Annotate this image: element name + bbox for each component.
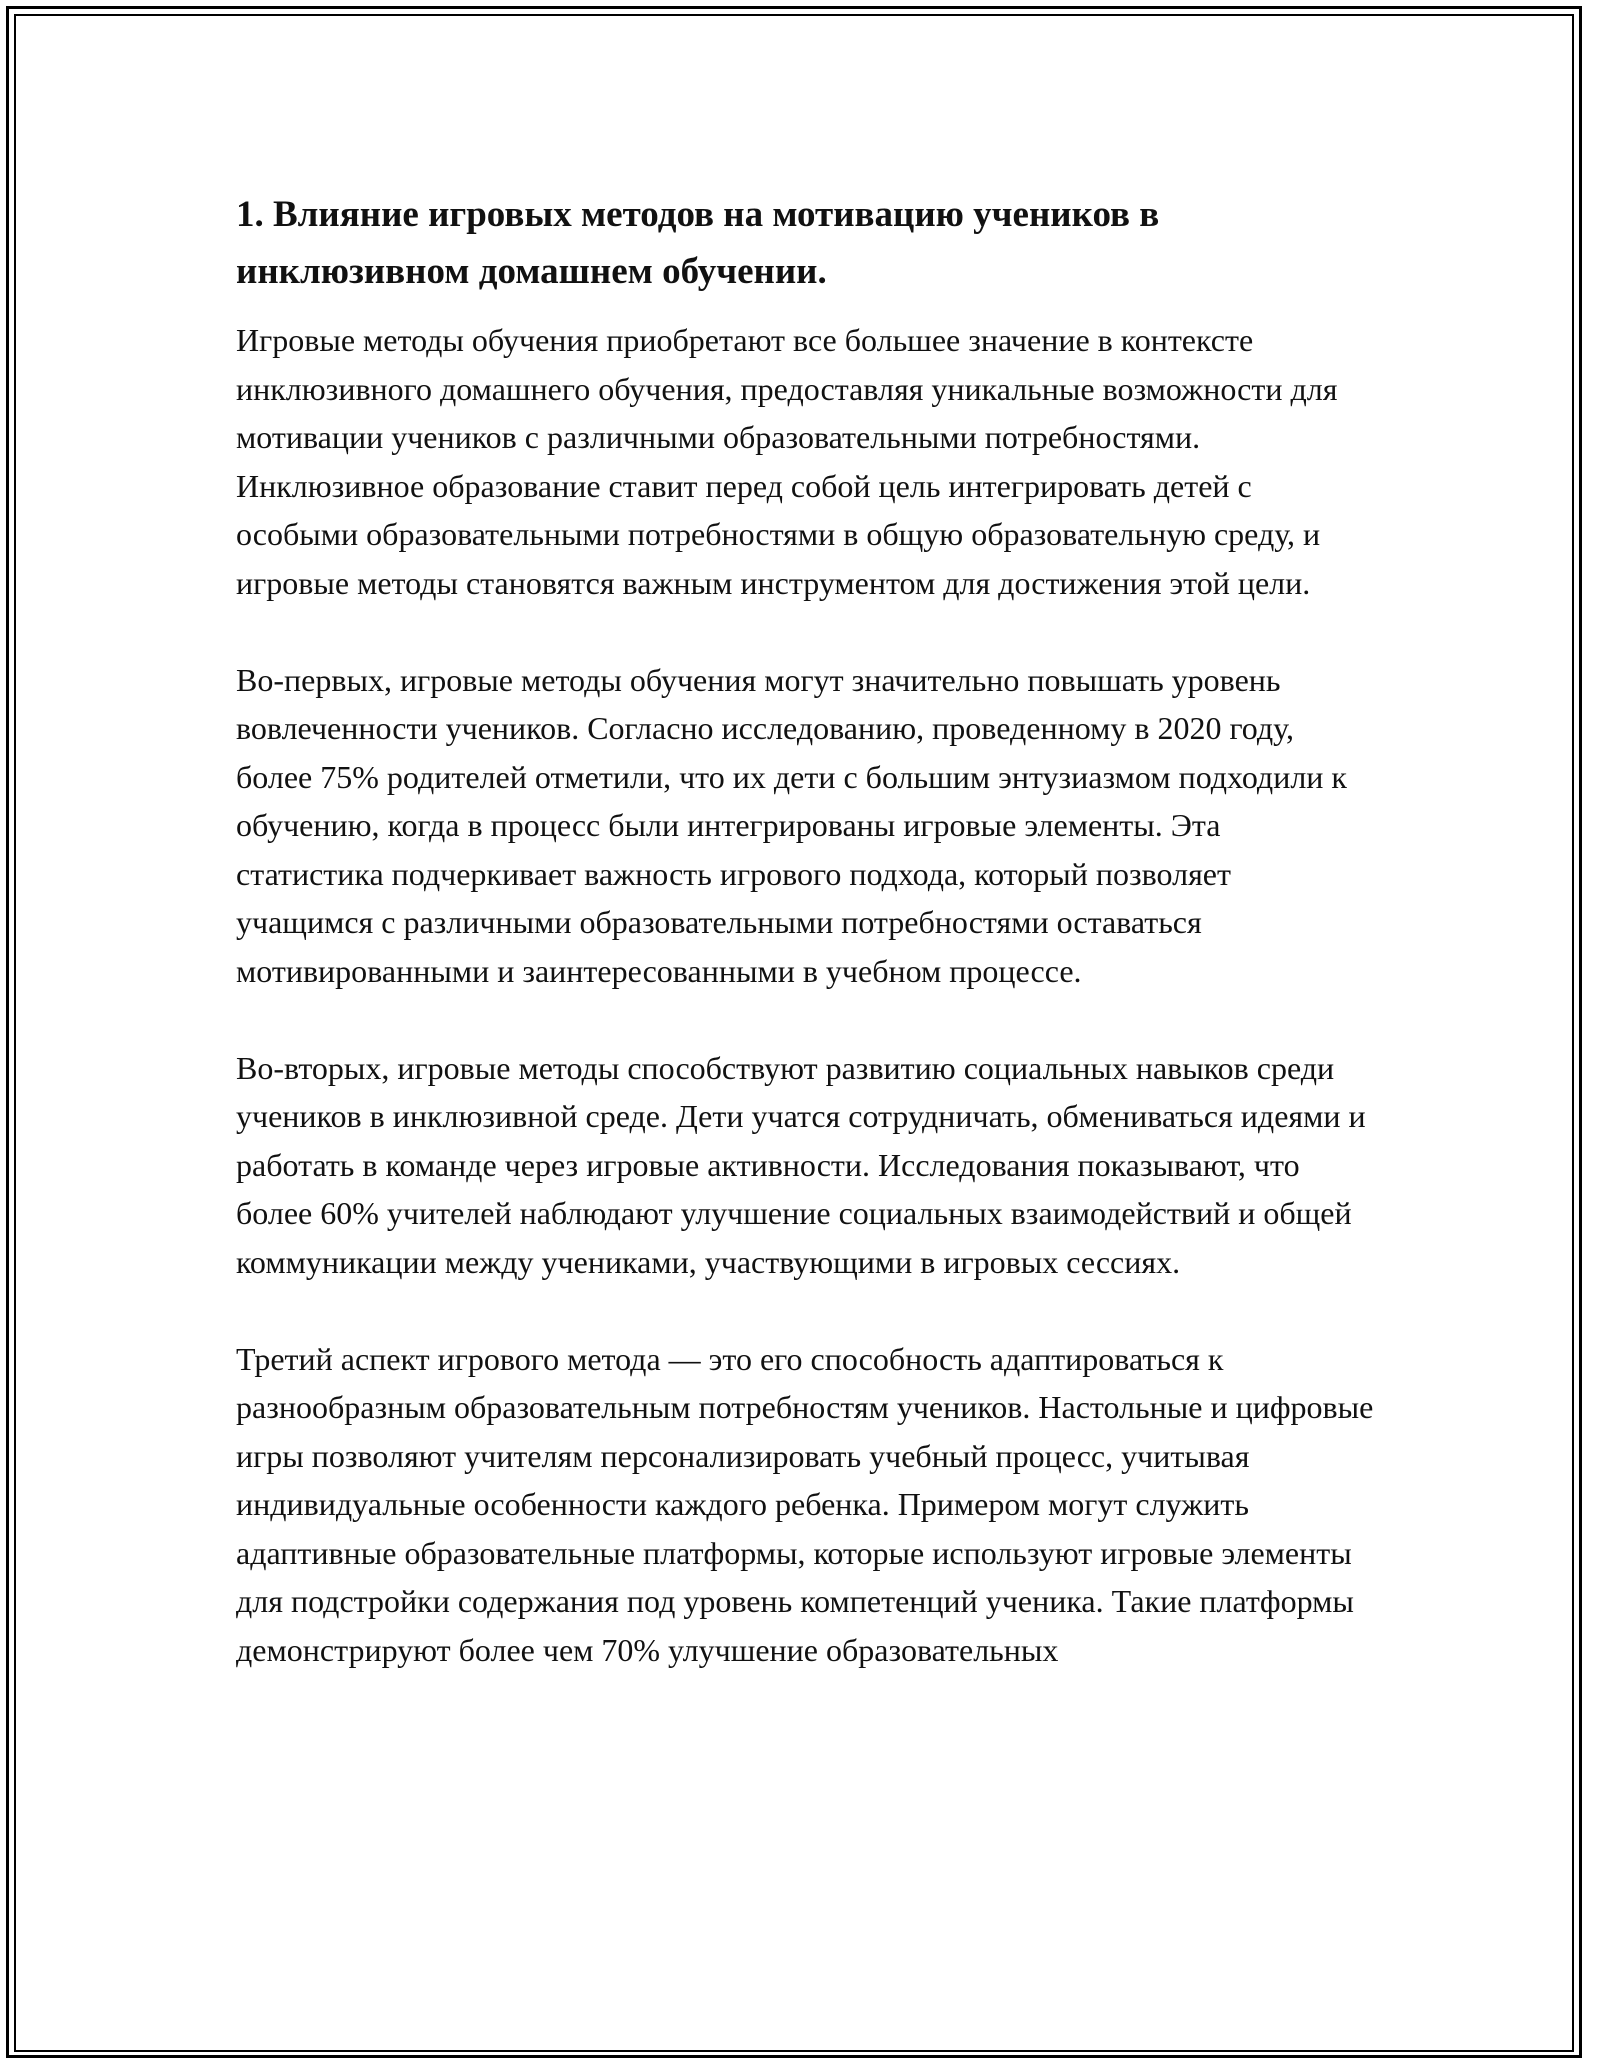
paragraph-3: Во-вторых, игровые методы способствуют развитию социальных навыков среди учеников в инклюзивной среде. Дети учатся сотрудничать, обмениваться идеями и работать в команде через игровые активности. Исследования показывают, что более 60% учителей наблюдают улучшение социальных взаимодействий и общей коммуникации между учениками, участвующими в игровых сессиях. (236, 1049, 1366, 1280)
document-body (236, 186, 1376, 1674)
paragraph-1: Игровые методы обучения приобретают все большее значение в контексте инклюзивного домашнего обучения, предоставляя уникальные возможности для мотивации учеников с различными образовательными потребностями. Инклюзивное образование ставит перед собой цель интегрировать детей с особыми образовательными потребностями в общую образовательную среду, и игровые методы становятся важным инструментом для достижения этой цели. (236, 322, 1338, 601)
paragraph-4: Третий аспект игрового метода — это его способность адаптироваться к разнообразным образовательным потребностям учеников. Настольные и цифровые игры позволяют учителям персонализировать учебный процесс, учитывая индивидуальные особенности каждого ребенка. Примером могут служить адаптивные образовательные платформы, которые используют игровые элементы для подстройки содержания под уровень компетенций ученика. Такие платформы демонстрируют более чем 70% улучшение образовательных (236, 1340, 1374, 1668)
paragraph-2: Во-первых, игровые методы обучения могут значительно повышать уровень вовлеченности учеников. Согласно исследованию, проведенному в 2020 году, более 75% родителей отметили, что их дети с большим энтузиазмом подходили к обучению, когда в процесс были интегрированы игровые элементы. Эта статистика подчеркивает важность игрового подхода, который позволяет учащимся с различными образовательными потребностями оставаться мотивированными и заинтересованными в учебном процессе. (236, 661, 1347, 989)
section-heading: 1. Влияние игровых методов на мотивацию учеников в инклюзивном домашнем обучении. (236, 194, 1160, 292)
